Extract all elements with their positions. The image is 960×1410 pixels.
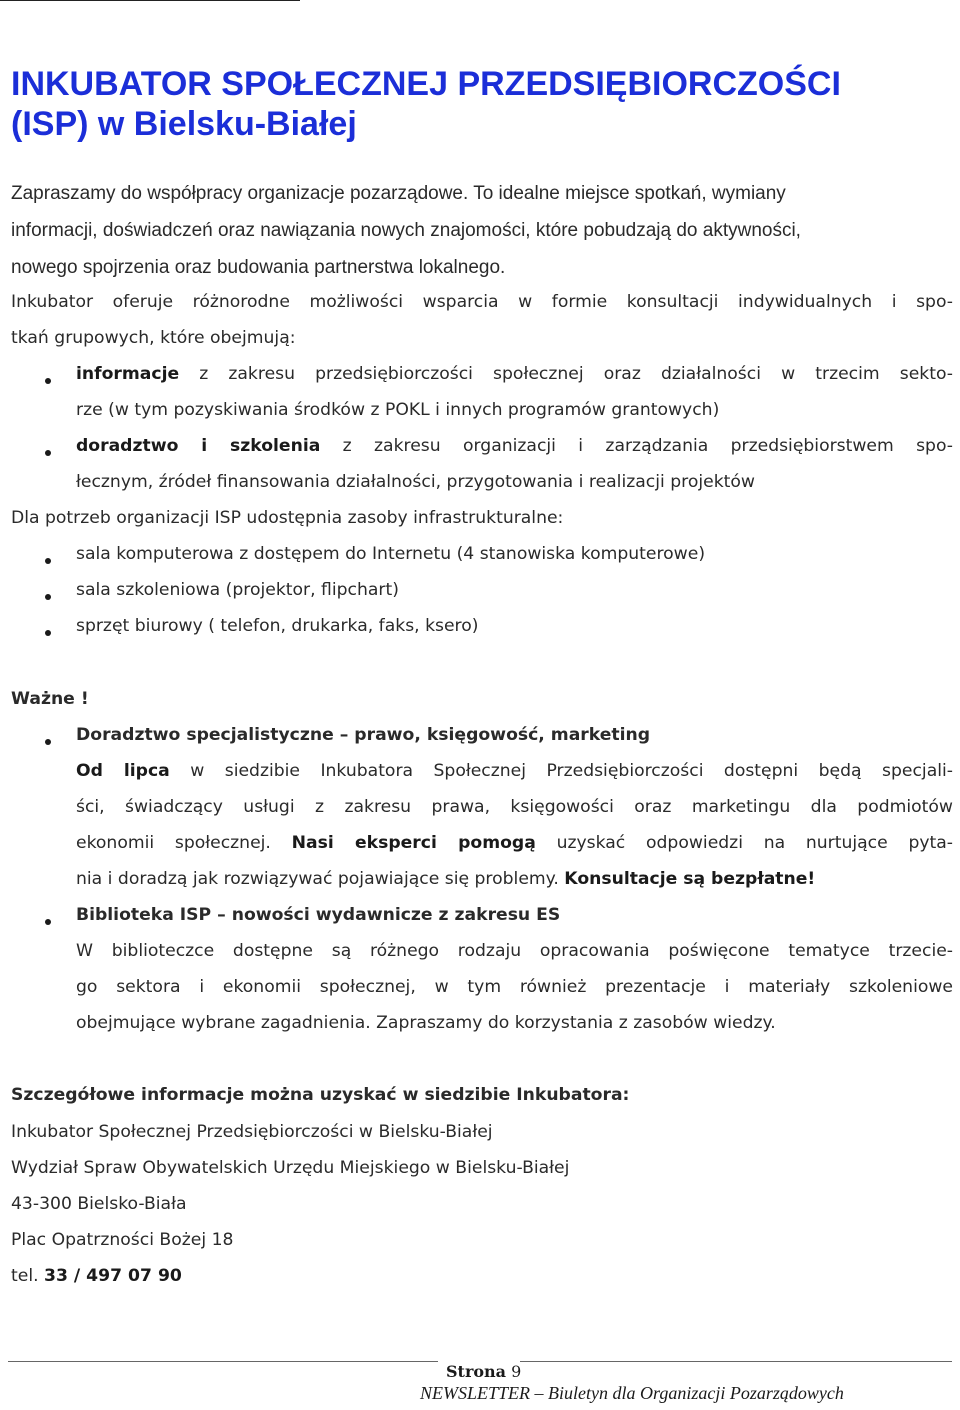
contact-line: Wydział Spraw Obywatelskich Urzędu Miejskiego w Bielsku-Białej — [11, 1158, 570, 1178]
phone-number: 33 / 497 07 90 — [44, 1266, 182, 1286]
service-text-line: nia i doradzą jak rozwiązywać pojawiające się problemy. Konsultacje są bezpłatne! — [76, 869, 816, 889]
contact-heading: Szczegółowe informacje można uzyskać w siedzibie Inkubatora: — [11, 1085, 630, 1105]
bullet-icon — [45, 558, 51, 564]
top-rule — [0, 0, 300, 1]
service-text-line: ekonomii społecznej. Nasi eksperci pomogą uzyskać odpowiedzi na nurtujące pyta- — [76, 833, 953, 853]
intro-line: informacji, doświadczeń oraz nawiązania nowych znajomości, które pobudzają do aktywności, — [11, 220, 801, 241]
contact-line: 43-300 Bielsko-Biała — [11, 1194, 187, 1214]
footer-rule-left — [8, 1361, 438, 1362]
bullet-icon — [45, 919, 51, 925]
footer-rule-right — [520, 1361, 952, 1362]
offer-item-informacje: informacje z zakresu przedsiębiorczości społecznej oraz działalności w trzecim sekto- — [76, 364, 953, 384]
offer-line: Inkubator oferuje różnorodne możliwości wsparcia w formie konsultacji indywidualnych i spo- — [11, 292, 953, 312]
intro-paragraph — [11, 175, 953, 286]
resource-item: sala szkoleniowa (projektor, flipchart) — [76, 580, 399, 600]
contact-phone: tel. 33 / 497 07 90 — [11, 1266, 182, 1286]
bullet-icon — [45, 594, 51, 600]
service-heading: Doradztwo specjalistyczne – prawo, księgowość, marketing — [76, 725, 651, 745]
bullet-icon — [45, 630, 51, 636]
library-text-line: go sektora i ekonomii społecznej, w tym również prezentacje i materiały szkoleniowe — [76, 977, 953, 997]
resource-item: sprzęt biurowy ( telefon, drukarka, faks, ksero) — [76, 616, 479, 636]
bullet-icon — [45, 378, 51, 384]
page-number: Strona 9 — [446, 1362, 522, 1381]
item-bold: informacje — [76, 364, 180, 384]
resources-intro: Dla potrzeb organizacji ISP udostępnia zasoby infrastrukturalne: — [11, 508, 564, 528]
intro-line: Zapraszamy do współpracy organizacje pozarządowe. To idealne miejsce spotkań, wymiany — [11, 183, 786, 204]
intro-line: nowego spojrzenia oraz budowania partnerstwa lokalnego. — [11, 257, 506, 278]
offer-item-doradztwo: doradztwo i szkolenia z zakresu organizacji i zarządzania przedsiębiorstwem spo- — [76, 436, 953, 456]
bullet-icon — [45, 739, 51, 745]
offer-item-continuation: łecznym, źródeł finansowania działalności, przygotowania i realizacji projektów — [76, 472, 755, 492]
contact-line: Inkubator Społecznej Przedsiębiorczości w Bielsku-Białej — [11, 1122, 493, 1142]
library-heading: Biblioteka ISP – nowości wydawnicze z zakresu ES — [76, 905, 561, 925]
resource-item: sala komputerowa z dostępem do Internetu (4 stanowiska komputerowe) — [76, 544, 706, 564]
library-text-line: obejmujące wybrane zagadnienia. Zapraszamy do korzystania z zasobów wiedzy. — [76, 1013, 776, 1033]
page-title — [11, 64, 941, 144]
library-text-line: W biblioteczce dostępne są różnego rodzaju opracowania poświęcone tematyce trzecie- — [76, 941, 953, 961]
bullet-icon — [45, 450, 51, 456]
newsletter-footer: NEWSLETTER – Biuletyn dla Organizacji Pozarządowych — [420, 1383, 844, 1403]
offer-line: tkań grupowych, które obejmują: — [11, 328, 296, 348]
title-line-1: INKUBATOR SPOŁECZNEJ PRZEDSIĘBIORCZOŚCI — [11, 65, 841, 103]
important-heading: Ważne ! — [11, 689, 89, 709]
offer-item-continuation: rze (w tym pozyskiwania środków z POKL i innych programów grantowych) — [76, 400, 720, 420]
contact-line: Plac Opatrzności Bożej 18 — [11, 1230, 234, 1250]
service-text-line: Od lipca w siedzibie Inkubatora Społecznej Przedsiębiorczości dostępni będą specjali- — [76, 761, 953, 781]
service-text-line: ści, świadczący usługi z zakresu prawa, księgowości oraz marketingu dla podmiotów — [76, 797, 953, 817]
title-line-2: (ISP) w Bielsku-Białej — [11, 105, 357, 143]
item-bold: doradztwo i szkolenia — [76, 436, 321, 456]
